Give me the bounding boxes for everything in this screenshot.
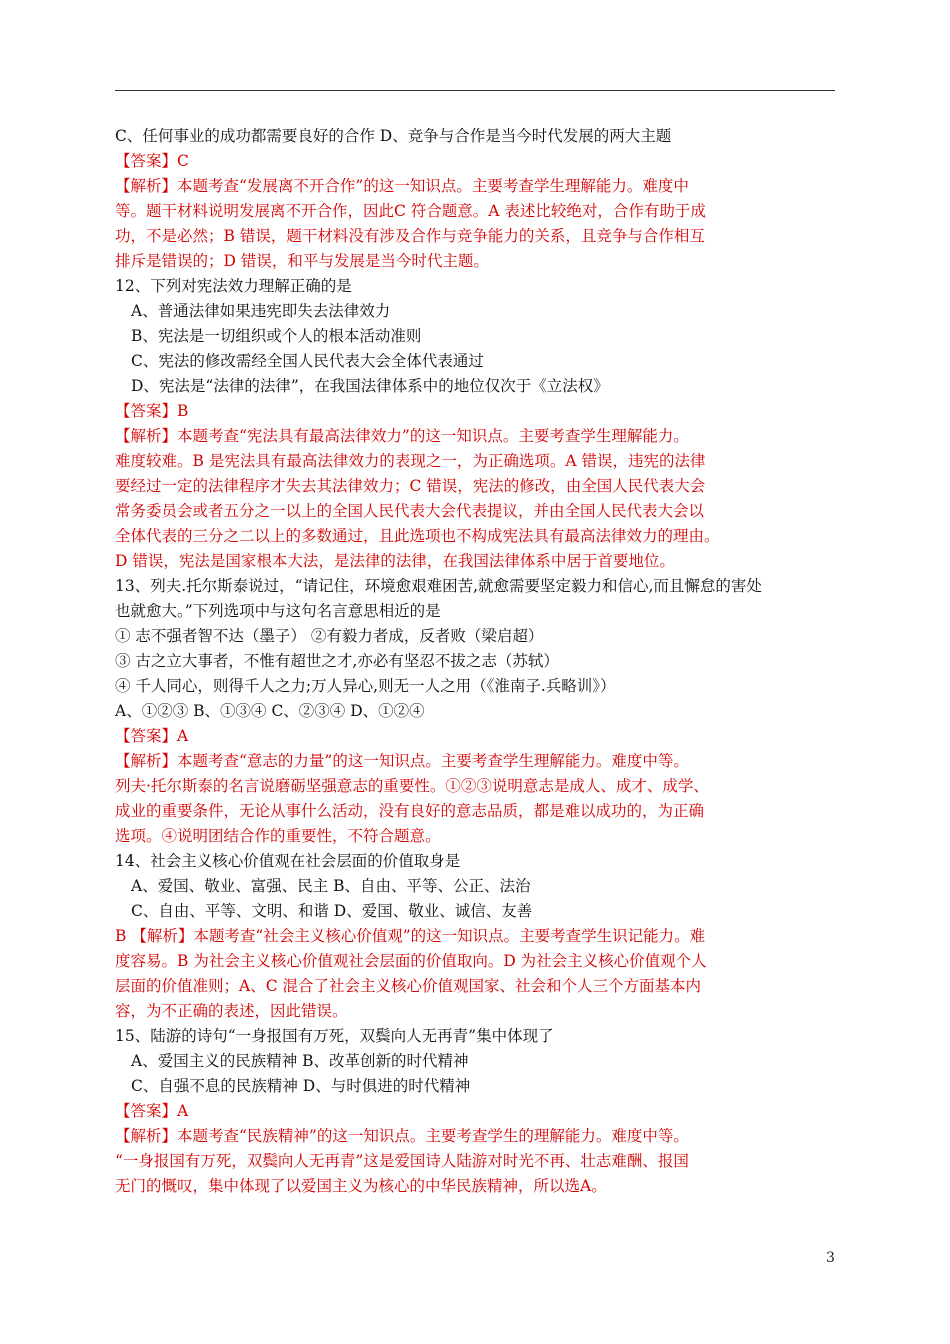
text-line: 【解析】本题考查“意志的力量”的这一知识点。主要考查学生理解能力。难度中等。 [115,752,689,770]
text-line: “一身报国有万死，双鬓向人无再青”这是爱国诗人陆游对时光不再、壮志难酬、报国 [115,1152,689,1170]
page-number: 3 [826,1250,835,1266]
text-line: 14、社会主义核心价值观在社会层面的价值取身是 [115,852,461,870]
text-line: A、爱国、敬业、富强、民主 B、自由、平等、公正、法治 [131,877,531,895]
text-line: 列夫·托尔斯泰的名言说磨砺坚强意志的重要性。①②③说明意志是成人、成才、成学、 [115,777,709,795]
text-line: D 错误，宪法是国家根本大法，是法律的法律，在我国法律体系中居于首要地位。 [115,552,675,570]
text-line: 无门的慨叹，集中体现了以爱国主义为核心的中华民族精神，所以选A。 [115,1177,607,1195]
text-line: 等。题干材料说明发展离不开合作，因此C 符合题意。A 表述比较绝对，合作有助于成 [115,202,706,220]
text-line: 排斥是错误的；D 错误，和平与发展是当今时代主题。 [115,252,489,270]
text-line: 层面的价值准则；A、C 混合了社会主义核心价值观国家、社会和个人三个方面基本内 [115,977,701,995]
text-line: A、爱国主义的民族精神 B、改革创新的时代精神 [131,1052,469,1070]
text-line: A、普通法律如果违宪即失去法律效力 [131,302,391,320]
text-line: 功，不是必然；B 错误，题干材料没有涉及合作与竞争能力的关系，且竞争与合作相互 [115,227,705,245]
text-line: 难度较难。B 是宪法具有最高法律效力的表现之一，为正确选项。A 错误，违宪的法律 [115,452,706,470]
text-line: C、自强不息的民族精神 D、与时俱进的时代精神 [131,1077,471,1095]
text-line: 容，为不正确的表述，因此错误。 [115,1002,348,1020]
text-line: 【答案】A [115,727,189,745]
text-line: 成业的重要条件，无论从事什么活动，没有良好的意志品质，都是难以成功的，为正确 [115,802,705,820]
text-line: B、宪法是一切组织或个人的根本活动准则 [131,327,422,345]
text-line: 【答案】B [115,402,189,420]
text-line: ④ 千人同心，则得千人之力;万人异心,则无一人之用（《淮南子.兵略训》） [115,677,616,695]
text-line: 【答案】C [115,152,189,170]
text-line: 全体代表的三分之二以上的多数通过，且此选项也不构成宪法具有最高法律效力的理由。 [115,527,720,545]
text-line: 度容易。B 为社会主义核心价值观社会层面的价值取向。D 为社会主义核心价值观个人 [115,952,707,970]
text-line: C、自由、平等、文明、和谐 D、爱国、敬业、诚信、友善 [131,902,533,920]
text-line: B 【解析】本题考查“社会主义核心价值观”的这一知识点。主要考查学生识记能力。难 [115,927,706,945]
text-line: 12、下列对宪法效力理解正确的是 [115,277,352,295]
text-line: 常务委员会或者五分之一以上的全国人民代表大会代表提议，并由全国人民代表大会以 [115,502,705,520]
text-line: 【解析】本题考查“民族精神”的这一知识点。主要考查学生的理解能力。难度中等。 [115,1127,689,1145]
text-line: 选项。④说明团结合作的重要性，不符合题意。 [115,827,441,845]
header-rule [115,90,835,91]
text-line: 【解析】本题考查“发展离不开合作”的这一知识点。主要考查学生理解能力。难度中 [115,177,689,195]
text-line: 要经过一定的法律程序才失去其法律效力；C 错误，宪法的修改，由全国人民代表大会 [115,477,706,495]
text-line: ① 志不强者智不达（墨子） ②有毅力者成，反者败（梁启超） [115,627,544,645]
text-line: C、宪法的修改需经全国人民代表大会全体代表通过 [131,352,484,370]
document-body [115,124,835,1199]
text-line: ③ 古之立大事者，不惟有超世之才,亦必有坚忍不拔之志（苏轼） [115,652,559,670]
text-line: 【答案】A [115,1102,189,1120]
text-line: C、任何事业的成功都需要良好的合作 D、竞争与合作是当今时代发展的两大主题 [115,127,672,145]
text-line: 15、陆游的诗句“一身报国有万死，双鬓向人无再青”集中体现了 [115,1027,554,1045]
text-line: 13、列夫.托尔斯泰说过，“请记住，环境愈艰难困苦,就愈需要坚定毅力和信心,而且懈怠的害处 [115,577,762,595]
text-line: 【解析】本题考查“宪法具有最高法律效力”的这一知识点。主要考查学生理解能力。 [115,427,689,445]
text-line: 也就愈大。”下列选项中与这句名言意思相近的是 [115,602,441,620]
text-line: D、宪法是“法律的法律”，在我国法律体系中的地位仅次于《立法权》 [131,377,609,395]
text-line: A、①②③ B、①③④ C、②③④ D、①②④ [115,702,425,720]
